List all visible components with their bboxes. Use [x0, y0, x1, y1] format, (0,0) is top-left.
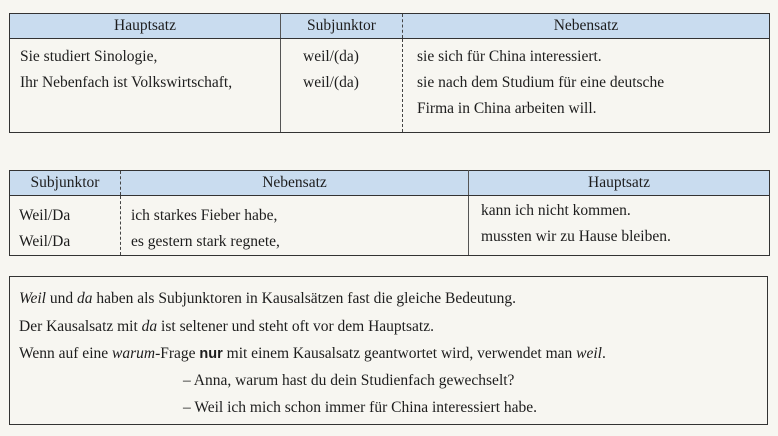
nebensatz-cell: sie sich für China interessiert. [417, 48, 602, 65]
hauptsatz-cell: Ihr Nebenfach ist Volkswirtschaft, [20, 74, 233, 91]
header-hauptsatz: Hauptsatz [469, 171, 770, 196]
header-nebensatz: Nebensatz [121, 171, 469, 196]
note-line-2 [19, 314, 434, 340]
usage-note-box [9, 276, 768, 425]
table-row [10, 39, 770, 133]
subjunktor-cell: weil/(da) [303, 74, 359, 91]
note-text: mit einem Kausalsatz geantwortet wird, verwendet man [222, 345, 577, 362]
header-subjunktor: Subjunktor [10, 171, 121, 196]
term-warum: warum [112, 345, 156, 362]
term-nur: nur [199, 346, 223, 362]
nebensatz-cell: ich starkes Fieber habe, [131, 207, 278, 224]
nebensatz-cell: sie nach dem Studium für eine deutsche [417, 74, 665, 91]
example-question: – Anna, warum hast du dein Studienfach gewechselt? [183, 372, 515, 389]
header-nebensatz: Nebensatz [403, 14, 770, 39]
subordinate-first-table [9, 170, 770, 256]
hauptsatz-cell: mussten wir zu Hause bleiben. [481, 228, 671, 245]
note-text: Der Kausalsatz mit [19, 318, 142, 335]
note-text: -Frage [155, 345, 200, 362]
term-da: da [141, 318, 158, 335]
note-text: . [601, 345, 606, 362]
subjunktor-cell: Weil/Da [19, 233, 71, 250]
subjunktor-cell: weil/(da) [303, 48, 359, 65]
note-text: haben als Subjunktoren in Kausalsätzen fast die gleiche Bedeutung. [92, 290, 517, 307]
nebensatz-cell: es gestern stark regnete, [131, 233, 280, 250]
term-weil: Weil [19, 290, 46, 307]
subjunktor-cell: Weil/Da [19, 207, 71, 224]
table-row [10, 196, 770, 256]
header-subjunktor: Subjunktor [281, 14, 403, 39]
note-text: ist seltener und steht oft vor dem Hauptsatz. [157, 318, 434, 335]
header-hauptsatz: Hauptsatz [10, 14, 281, 39]
example-answer: – Weil ich mich schon immer für China interessiert habe. [183, 399, 538, 416]
main-clause-first-table [9, 13, 770, 133]
note-line-1 [19, 286, 516, 312]
term-weil: weil [576, 345, 602, 362]
hauptsatz-cell: Sie studiert Sinologie, [20, 48, 158, 65]
hauptsatz-cell: kann ich nicht kommen. [481, 202, 631, 219]
note-line-3 [19, 341, 606, 367]
note-text: Wenn auf eine [19, 345, 112, 362]
note-text: und [45, 290, 77, 307]
nebensatz-cell: Firma in China arbeiten will. [417, 100, 597, 117]
term-da: da [76, 290, 93, 307]
